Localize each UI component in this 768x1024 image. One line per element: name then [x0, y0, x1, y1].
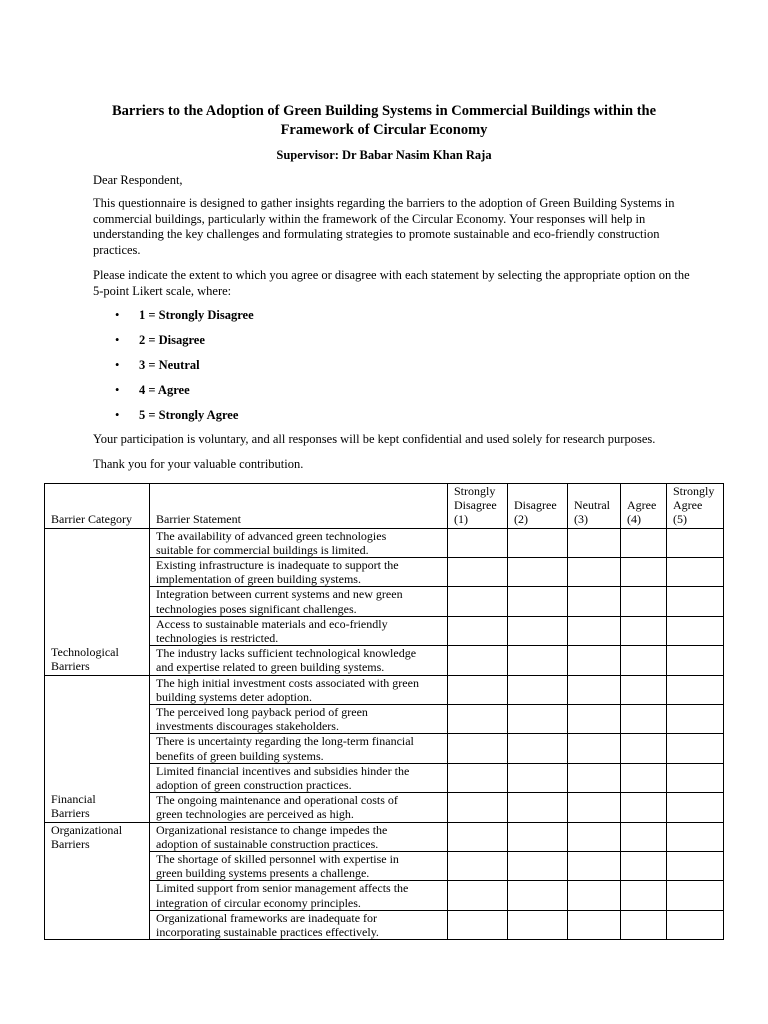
greeting: Dear Respondent,	[93, 173, 183, 187]
participation-paragraph: Your participation is voluntary, and all responses will be kept confidential and used solely for research purposes.	[93, 432, 656, 446]
response-cell-4[interactable]	[621, 822, 667, 851]
response-cell-1[interactable]	[448, 734, 508, 763]
scale-item-label: 2 = Disagree	[139, 333, 205, 347]
scale-item-label: 1 = Strongly Disagree	[139, 308, 254, 322]
statement-cell: The availability of advanced green technologies suitable for commercial buildings is limited.	[150, 528, 448, 557]
response-cell-3[interactable]	[568, 558, 621, 587]
response-cell-3[interactable]	[568, 675, 621, 704]
response-cell-2[interactable]	[508, 587, 568, 616]
category-technological: Technological Barriers	[45, 528, 150, 675]
response-cell-5[interactable]	[667, 852, 724, 881]
response-cell-1[interactable]	[448, 793, 508, 822]
bullet-icon: •	[115, 408, 120, 422]
response-cell-1[interactable]	[448, 528, 508, 557]
response-cell-2[interactable]	[508, 852, 568, 881]
response-cell-3[interactable]	[568, 616, 621, 645]
statement-cell: There is uncertainty regarding the long-term financial benefits of green building systems.	[150, 734, 448, 763]
response-cell-5[interactable]	[667, 881, 724, 910]
response-cell-5[interactable]	[667, 528, 724, 557]
statement-cell: Existing infrastructure is inadequate to support the implementation of green building systems.	[150, 558, 448, 587]
bullet-icon: •	[115, 383, 120, 397]
table-header-row	[45, 484, 724, 529]
response-cell-2[interactable]	[508, 910, 568, 939]
response-cell-4[interactable]	[621, 793, 667, 822]
response-cell-1[interactable]	[448, 616, 508, 645]
scale-item-label: 3 = Neutral	[139, 358, 200, 372]
response-cell-2[interactable]	[508, 558, 568, 587]
response-cell-5[interactable]	[667, 793, 724, 822]
bullet-icon: •	[115, 333, 120, 347]
response-cell-2[interactable]	[508, 734, 568, 763]
response-cell-1[interactable]	[448, 705, 508, 734]
scale-item	[115, 383, 254, 408]
response-cell-2[interactable]	[508, 763, 568, 792]
header-category: Barrier Category	[45, 484, 150, 529]
response-cell-3[interactable]	[568, 910, 621, 939]
statement-cell: Organizational frameworks are inadequate for incorporating sustainable practices effectively.	[150, 910, 448, 939]
survey-table	[44, 483, 724, 940]
response-cell-4[interactable]	[621, 646, 667, 675]
header-strongly-agree: Strongly Agree (5)	[667, 484, 724, 529]
statement-cell: The perceived long payback period of green investments discourages stakeholders.	[150, 705, 448, 734]
header-disagree: Disagree (2)	[508, 484, 568, 529]
response-cell-1[interactable]	[448, 881, 508, 910]
instructions-paragraph: Please indicate the extent to which you agree or disagree with each statement by selecting the appropriate option on the 5-point Likert scale, where:	[93, 268, 690, 298]
response-cell-4[interactable]	[621, 587, 667, 616]
header-statement: Barrier Statement	[150, 484, 448, 529]
response-cell-5[interactable]	[667, 734, 724, 763]
response-cell-3[interactable]	[568, 734, 621, 763]
response-cell-2[interactable]	[508, 616, 568, 645]
statement-cell: Organizational resistance to change impedes the adoption of sustainable construction practices.	[150, 822, 448, 851]
response-cell-4[interactable]	[621, 675, 667, 704]
statement-cell: The shortage of skilled personnel with expertise in green building systems presents a challenge.	[150, 852, 448, 881]
table-row	[45, 822, 724, 851]
response-cell-2[interactable]	[508, 528, 568, 557]
response-cell-3[interactable]	[568, 852, 621, 881]
statement-cell: Limited financial incentives and subsidies hinder the adoption of green construction practices.	[150, 763, 448, 792]
response-cell-4[interactable]	[621, 763, 667, 792]
response-cell-5[interactable]	[667, 646, 724, 675]
category-financial: Financial Barriers	[45, 675, 150, 822]
header-strongly-disagree: Strongly Disagree (1)	[448, 484, 508, 529]
response-cell-4[interactable]	[621, 734, 667, 763]
response-cell-4[interactable]	[621, 705, 667, 734]
response-cell-4[interactable]	[621, 852, 667, 881]
response-cell-2[interactable]	[508, 793, 568, 822]
response-cell-3[interactable]	[568, 646, 621, 675]
bullet-icon: •	[115, 358, 120, 372]
supervisor-line: Supervisor: Dr Babar Nasim Khan Raja	[276, 148, 492, 162]
response-cell-1[interactable]	[448, 852, 508, 881]
response-cell-4[interactable]	[621, 558, 667, 587]
response-cell-2[interactable]	[508, 881, 568, 910]
statement-cell: The high initial investment costs associated with green building systems deter adoption.	[150, 675, 448, 704]
scale-item	[115, 358, 254, 383]
response-cell-3[interactable]	[568, 587, 621, 616]
statement-cell: Integration between current systems and new green technologies poses significant challenges.	[150, 587, 448, 616]
response-cell-2[interactable]	[508, 705, 568, 734]
table-row	[45, 528, 724, 557]
response-cell-2[interactable]	[508, 646, 568, 675]
response-cell-5[interactable]	[667, 910, 724, 939]
table-row	[45, 675, 724, 704]
thanks-paragraph: Thank you for your valuable contribution.	[93, 457, 304, 471]
bullet-icon: •	[115, 308, 120, 322]
response-cell-3[interactable]	[568, 881, 621, 910]
response-cell-5[interactable]	[667, 822, 724, 851]
intro-paragraph: This questionnaire is designed to gather insights regarding the barriers to the adoption of Green Building Systems in commercial buildings, particularly within the framework of the Circular Economy. Your responses will help in understanding the key challenges and formulating strategies to promote sustainable and eco-friendly construction practices.	[93, 196, 675, 257]
response-cell-3[interactable]	[568, 822, 621, 851]
response-cell-5[interactable]	[667, 616, 724, 645]
response-cell-5[interactable]	[667, 587, 724, 616]
response-cell-3[interactable]	[568, 763, 621, 792]
response-cell-3[interactable]	[568, 528, 621, 557]
scale-item	[115, 408, 254, 433]
response-cell-5[interactable]	[667, 705, 724, 734]
response-cell-5[interactable]	[667, 763, 724, 792]
likert-scale-list	[115, 308, 254, 433]
response-cell-5[interactable]	[667, 558, 724, 587]
response-cell-1[interactable]	[448, 910, 508, 939]
document-title: Barriers to the Adoption of Green Building Systems in Commercial Buildings within the Framework of Circular Economy	[111, 103, 657, 138]
response-cell-3[interactable]	[568, 793, 621, 822]
response-cell-2[interactable]	[508, 822, 568, 851]
header-agree: Agree (4)	[621, 484, 667, 529]
scale-item-label: 4 = Agree	[139, 383, 190, 397]
scale-item	[115, 308, 254, 333]
response-cell-1[interactable]	[448, 675, 508, 704]
statement-cell: Limited support from senior management affects the integration of circular economy principles.	[150, 881, 448, 910]
category-organizational: Organizational Barriers	[45, 822, 150, 940]
header-neutral: Neutral (3)	[568, 484, 621, 529]
response-cell-1[interactable]	[448, 587, 508, 616]
scale-item-label: 5 = Strongly Agree	[139, 408, 239, 422]
response-cell-1[interactable]	[448, 822, 508, 851]
response-cell-1[interactable]	[448, 763, 508, 792]
statement-cell: The ongoing maintenance and operational costs of green technologies are perceived as high.	[150, 793, 448, 822]
response-cell-1[interactable]	[448, 646, 508, 675]
scale-item	[115, 333, 254, 358]
response-cell-4[interactable]	[621, 881, 667, 910]
response-cell-4[interactable]	[621, 616, 667, 645]
response-cell-4[interactable]	[621, 528, 667, 557]
response-cell-4[interactable]	[621, 910, 667, 939]
response-cell-1[interactable]	[448, 558, 508, 587]
response-cell-2[interactable]	[508, 675, 568, 704]
response-cell-3[interactable]	[568, 705, 621, 734]
statement-cell: Access to sustainable materials and eco-friendly technologies is restricted.	[150, 616, 448, 645]
statement-cell: The industry lacks sufficient technological knowledge and expertise related to green building systems.	[150, 646, 448, 675]
response-cell-5[interactable]	[667, 675, 724, 704]
